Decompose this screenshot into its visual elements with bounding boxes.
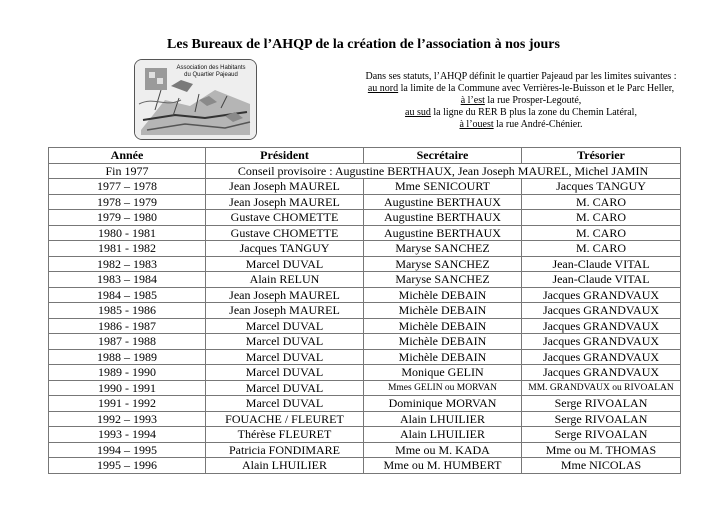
tresorier-cell: Mme ou M. THOMAS <box>522 442 681 458</box>
year-cell: 1987 - 1988 <box>49 334 206 350</box>
president-cell: Marcel DUVAL <box>206 318 364 334</box>
secretaire-cell: Mme ou M. HUMBERT <box>364 458 522 474</box>
tresorier-cell: Jean-Claude VITAL <box>522 256 681 272</box>
president-cell: Alain RELUN <box>206 272 364 288</box>
table-row <box>49 287 681 303</box>
president-cell: Jean Joseph MAUREL <box>206 179 364 195</box>
year-cell: 1988 – 1989 <box>49 349 206 365</box>
secretaire-cell: Michèle DEBAIN <box>364 349 522 365</box>
tresorier-cell: M. CARO <box>522 194 681 210</box>
secretaire-cell: Monique GELIN <box>364 365 522 381</box>
district-limits <box>330 71 712 131</box>
tresorier-cell: Jacques GRANDVAUX <box>522 303 681 319</box>
table-row <box>49 411 681 427</box>
table-row <box>49 241 681 257</box>
table-row <box>49 365 681 381</box>
intro-lead: Dans ses statuts, l’AHQP définit le quartier Pajeaud par les limites suivantes : <box>365 71 677 82</box>
south-label: au sud <box>405 107 431 118</box>
secretaire-cell: Maryse SANCHEZ <box>364 241 522 257</box>
table-row <box>49 396 681 412</box>
table-row <box>49 349 681 365</box>
secretaire-cell: Mme ou M. KADA <box>364 442 522 458</box>
header-tresorier: Trésorier <box>522 148 681 164</box>
year-cell: 1982 – 1983 <box>49 256 206 272</box>
secretaire-cell: Michèle DEBAIN <box>364 287 522 303</box>
tresorier-cell: Jacques GRANDVAUX <box>522 349 681 365</box>
tresorier-cell: M. CARO <box>522 225 681 241</box>
limit-west: à l’ouest la rue André-Chénier. <box>459 119 583 130</box>
year-cell: 1977 – 1978 <box>49 179 206 195</box>
west-label: à l’ouest <box>459 119 494 130</box>
tresorier-cell: Mme NICOLAS <box>522 458 681 474</box>
table-row <box>49 458 681 474</box>
table-row <box>49 334 681 350</box>
tresorier-cell: Jacques TANGUY <box>522 179 681 195</box>
year-cell: 1979 – 1980 <box>49 210 206 226</box>
table-row <box>49 318 681 334</box>
president-cell: Gustave CHOMETTE <box>206 225 364 241</box>
secretaire-cell: Alain LHUILIER <box>364 411 522 427</box>
president-cell: Alain LHUILIER <box>206 458 364 474</box>
year-cell: 1991 - 1992 <box>49 396 206 412</box>
secretaire-cell: Dominique MORVAN <box>364 396 522 412</box>
secretaire-cell: Michèle DEBAIN <box>364 318 522 334</box>
year-cell: 1981 - 1982 <box>49 241 206 257</box>
tresorier-cell: Jacques GRANDVAUX <box>522 334 681 350</box>
year-cell: 1993 - 1994 <box>49 427 206 443</box>
president-cell: FOUACHE / FLEURET <box>206 411 364 427</box>
president-cell: Marcel DUVAL <box>206 396 364 412</box>
tresorier-cell: Jean-Claude VITAL <box>522 272 681 288</box>
year-cell: 1995 – 1996 <box>49 458 206 474</box>
secretaire-cell: Maryse SANCHEZ <box>364 272 522 288</box>
table-row <box>49 427 681 443</box>
secretaire-cell: Augustine BERTHAUX <box>364 225 522 241</box>
president-cell: Patricia FONDIMARE <box>206 442 364 458</box>
year-cell: 1989 - 1990 <box>49 365 206 381</box>
limit-south: au sud la ligne du RER B plus la zone du Chemin Latéral, <box>405 107 637 118</box>
president-cell: Thérèse FLEURET <box>206 427 364 443</box>
secretaire-cell: Augustine BERTHAUX <box>364 194 522 210</box>
tresorier-cell: Jacques GRANDVAUX <box>522 287 681 303</box>
year-cell: 1985 - 1986 <box>49 303 206 319</box>
table-row <box>49 380 681 396</box>
president-cell: Jacques TANGUY <box>206 241 364 257</box>
page-title: Les Bureaux de l’AHQP de la création de l’association à nos jours <box>167 37 560 52</box>
secretaire-cell: Maryse SANCHEZ <box>364 256 522 272</box>
header-president: Président <box>206 148 364 164</box>
logo-caption: Association des Habitants du Quartier Pajeaud <box>176 65 246 78</box>
table-row <box>49 194 681 210</box>
president-cell: Marcel DUVAL <box>206 256 364 272</box>
secretaire-cell: Michèle DEBAIN <box>364 303 522 319</box>
table-header-row <box>49 148 681 164</box>
president-cell: Jean Joseph MAUREL <box>206 303 364 319</box>
table-row <box>49 256 681 272</box>
table-row <box>49 442 681 458</box>
year-cell: 1994 – 1995 <box>49 442 206 458</box>
header-annee: Année <box>49 148 206 164</box>
table-row <box>49 179 681 195</box>
tresorier-cell: Serge RIVOALAN <box>522 411 681 427</box>
table-row <box>49 225 681 241</box>
president-cell: Marcel DUVAL <box>206 334 364 350</box>
limit-east: à l’est la rue Prosper-Legouté, <box>460 95 582 106</box>
tresorier-cell: M. CARO <box>522 241 681 257</box>
year-cell: 1986 - 1987 <box>49 318 206 334</box>
tresorier-cell: Serge RIVOALAN <box>522 427 681 443</box>
year-cell: 1992 – 1993 <box>49 411 206 427</box>
table-row <box>49 303 681 319</box>
table-row <box>49 272 681 288</box>
secretaire-cell: Mme SENICOURT <box>364 179 522 195</box>
year-cell: 1983 – 1984 <box>49 272 206 288</box>
north-label: au nord <box>367 83 399 94</box>
table-row <box>49 210 681 226</box>
president-cell: Gustave CHOMETTE <box>206 210 364 226</box>
provisional-council-cell: Conseil provisoire : Augustine BERTHAUX, Jean Joseph MAUREL, Michel JAMIN <box>206 163 681 179</box>
bureaux-table <box>48 147 681 474</box>
year-cell: 1990 - 1991 <box>49 380 206 396</box>
president-cell: Jean Joseph MAUREL <box>206 194 364 210</box>
tresorier-cell: MM. GRANDVAUX ou RIVOALAN <box>522 380 681 396</box>
year-cell: 1984 – 1985 <box>49 287 206 303</box>
secretaire-cell: Michèle DEBAIN <box>364 334 522 350</box>
president-cell: Marcel DUVAL <box>206 380 364 396</box>
association-logo <box>134 59 257 140</box>
year-cell: 1980 - 1981 <box>49 225 206 241</box>
year-cell: Fin 1977 <box>49 163 206 179</box>
east-label: à l’est <box>460 95 485 106</box>
tresorier-cell: M. CARO <box>522 210 681 226</box>
tresorier-cell: Jacques GRANDVAUX <box>522 365 681 381</box>
secretaire-cell: Augustine BERTHAUX <box>364 210 522 226</box>
secretaire-cell: Alain LHUILIER <box>364 427 522 443</box>
year-cell: 1978 – 1979 <box>49 194 206 210</box>
president-cell: Marcel DUVAL <box>206 349 364 365</box>
tresorier-cell: Jacques GRANDVAUX <box>522 318 681 334</box>
president-cell: Marcel DUVAL <box>206 365 364 381</box>
provisional-council-row <box>49 163 681 179</box>
tresorier-cell: Serge RIVOALAN <box>522 396 681 412</box>
president-cell: Jean Joseph MAUREL <box>206 287 364 303</box>
header-secretaire: Secrétaire <box>364 148 522 164</box>
limit-north: au nord la limite de la Commune avec Verrières-le-Buisson et le Parc Heller, <box>367 83 675 94</box>
secretaire-cell: Mmes GELIN ou MORVAN <box>364 380 522 396</box>
